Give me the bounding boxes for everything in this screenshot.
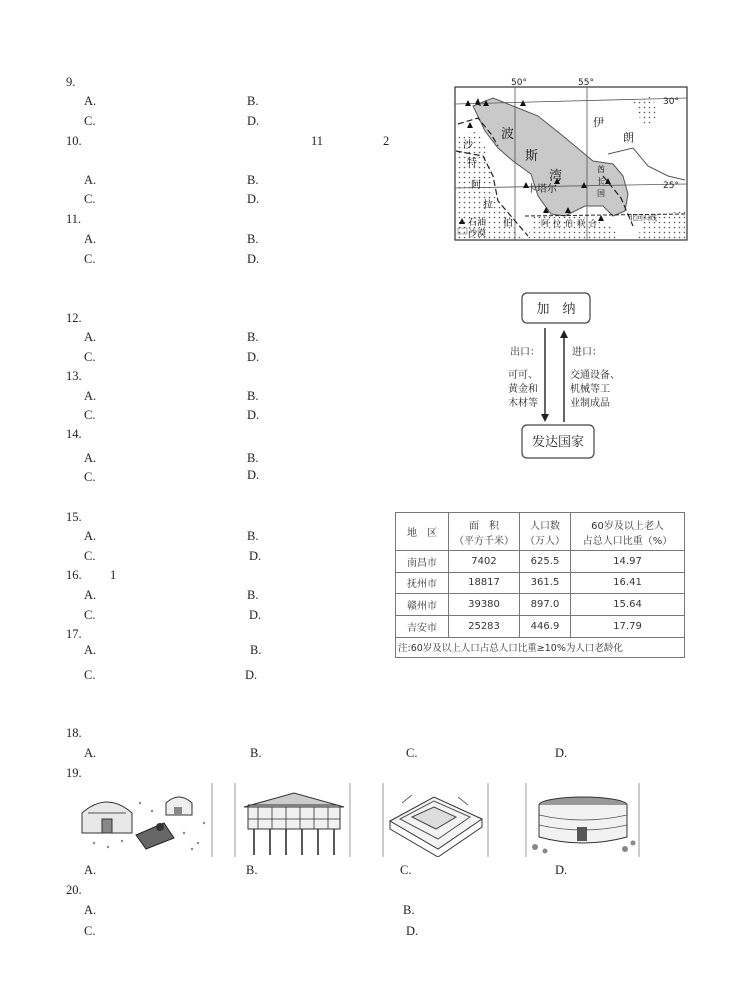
- svg-text:斯: 斯: [525, 149, 539, 164]
- lat-25-label: 25°: [663, 181, 679, 191]
- ghana-trade-diagram: [498, 288, 634, 464]
- q11-option-a[interactable]: A.: [84, 232, 97, 246]
- q11-number: 11.: [66, 212, 82, 226]
- q15-option-a[interactable]: A.: [84, 529, 97, 543]
- q17-option-d[interactable]: D.: [245, 668, 258, 682]
- table-row: 抚州市 18817 361.5 16.41: [396, 572, 685, 594]
- svg-text:交通设备、: 交通设备、: [570, 370, 620, 381]
- q15-option-b[interactable]: B.: [247, 529, 259, 543]
- lat-30-label: 30°: [663, 97, 679, 107]
- svg-text:阿: 阿: [471, 180, 481, 191]
- q10-option-d[interactable]: D.: [247, 192, 260, 206]
- q13-option-c[interactable]: C.: [84, 408, 96, 422]
- q11-option-d[interactable]: D.: [247, 252, 260, 266]
- yurt-illustration[interactable]: [74, 783, 214, 857]
- q13-option-d[interactable]: D.: [247, 408, 260, 422]
- q17-number: 17.: [66, 627, 82, 641]
- stilt-house-illustration[interactable]: [234, 783, 352, 857]
- svg-text:伯: 伯: [503, 218, 513, 229]
- svg-text:黄金和: 黄金和: [508, 384, 538, 395]
- q12-option-a[interactable]: A.: [84, 330, 97, 344]
- table-note: 注:60岁及以上人口占总人口比重≥10%为人口老龄化: [396, 637, 685, 657]
- svg-text:沙: 沙: [463, 140, 473, 151]
- qatar-label: 卡塔尔: [527, 184, 557, 195]
- svg-text:波: 波: [501, 127, 515, 142]
- courtyard-house-illustration[interactable]: [382, 783, 490, 857]
- header-area: 面 积 （平方千米）: [449, 513, 520, 551]
- q16-option-c[interactable]: C.: [84, 608, 96, 622]
- population-table: [395, 512, 685, 658]
- q9-number: 9.: [66, 75, 76, 89]
- svg-text:伯: 伯: [565, 219, 573, 228]
- q19-option-d[interactable]: D.: [555, 863, 568, 877]
- tulou-illustration[interactable]: [525, 783, 641, 857]
- q16-option-a[interactable]: A.: [84, 588, 97, 602]
- q18-number: 18.: [66, 726, 82, 740]
- developed-label: 发达国家: [531, 435, 585, 450]
- q15-option-d[interactable]: D.: [249, 549, 262, 563]
- q9-option-b[interactable]: B.: [247, 94, 259, 108]
- lon-50-label: 50°: [511, 78, 527, 88]
- q18-option-d[interactable]: D.: [555, 746, 568, 760]
- q17-option-b[interactable]: B.: [250, 643, 262, 657]
- q9-option-a[interactable]: A.: [84, 94, 97, 108]
- q19-option-a[interactable]: A.: [84, 863, 97, 877]
- q12-option-b[interactable]: B.: [247, 330, 259, 344]
- svg-text:拉: 拉: [483, 200, 493, 211]
- q11-option-b[interactable]: B.: [247, 232, 259, 246]
- q19-option-c[interactable]: C.: [400, 863, 412, 877]
- map-svg: [453, 76, 689, 242]
- svg-text:拉: 拉: [553, 219, 561, 228]
- legend-desert-icon: [458, 228, 467, 234]
- svg-text:国: 国: [597, 189, 605, 198]
- svg-text:合: 合: [589, 219, 597, 228]
- ghana-label: 加 纳: [536, 302, 576, 317]
- svg-text:可可、: 可可、: [508, 370, 538, 381]
- q10-option-b[interactable]: B.: [247, 173, 259, 187]
- q17-option-a[interactable]: A.: [84, 643, 97, 657]
- q13-number: 13.: [66, 369, 82, 383]
- svg-text:联: 联: [577, 219, 585, 228]
- q15-number: 15.: [66, 510, 82, 524]
- q12-number: 12.: [66, 311, 82, 325]
- q18-option-c[interactable]: C.: [406, 746, 418, 760]
- q14-number: 14.: [66, 427, 82, 441]
- population-table-grid: [395, 512, 685, 658]
- q16-text-1: 1: [110, 568, 117, 582]
- svg-text:机械等工: 机械等工: [570, 384, 610, 395]
- q10-option-a[interactable]: A.: [84, 173, 97, 187]
- tropic-label: 北回归线: [629, 214, 657, 222]
- legend-oil-label: 石油: [468, 218, 487, 228]
- q16-option-b[interactable]: B.: [247, 588, 259, 602]
- lon-55-label: 55°: [578, 78, 594, 88]
- q19-option-b[interactable]: B.: [246, 863, 258, 877]
- q10-option-c[interactable]: C.: [84, 192, 96, 206]
- table-row: 赣州市 39380 897.0 15.64: [396, 594, 685, 616]
- q18-option-a[interactable]: A.: [84, 746, 97, 760]
- q13-option-b[interactable]: B.: [247, 389, 259, 403]
- header-elderly-ratio: 60岁及以上老人 占总人口比重（%）: [571, 513, 685, 551]
- trade-diagram-svg: [498, 288, 634, 464]
- svg-text:湾: 湾: [549, 169, 563, 184]
- q12-option-c[interactable]: C.: [84, 350, 96, 364]
- header-population: 人口数 （万人）: [520, 513, 571, 551]
- legend-desert-label: 沙漠: [468, 229, 487, 239]
- header-region: 地 区: [396, 513, 449, 551]
- q16-number: 16.: [66, 568, 82, 582]
- q19-number: 19.: [66, 766, 82, 780]
- q10-text-2: 2: [383, 134, 390, 148]
- svg-text:阿: 阿: [541, 219, 549, 228]
- q20-option-a[interactable]: A.: [84, 903, 97, 917]
- q10-text-11: 11: [311, 134, 324, 148]
- q9-option-d[interactable]: D.: [247, 114, 260, 128]
- svg-text:特: 特: [467, 158, 477, 169]
- table-row: 南昌市 7402 625.5 14.97: [396, 551, 685, 573]
- q20-number: 20.: [66, 883, 82, 897]
- q20-option-b[interactable]: B.: [403, 903, 415, 917]
- q14-option-b[interactable]: B.: [247, 451, 259, 465]
- svg-text:木材等: 木材等: [508, 398, 538, 409]
- svg-text:伊: 伊: [593, 116, 604, 129]
- q14-option-d[interactable]: D.: [247, 468, 260, 482]
- svg-text:酋: 酋: [597, 165, 605, 174]
- q20-option-c[interactable]: C.: [84, 924, 96, 938]
- q14-option-a[interactable]: A.: [84, 451, 97, 465]
- q15-option-c[interactable]: C.: [84, 549, 96, 563]
- q10-number: 10.: [66, 134, 82, 148]
- persian-gulf-map: [453, 76, 689, 242]
- q9-option-c[interactable]: C.: [84, 114, 96, 128]
- svg-text:朗: 朗: [623, 131, 634, 144]
- q16-option-d[interactable]: D.: [249, 608, 262, 622]
- q11-option-c[interactable]: C.: [84, 252, 96, 266]
- q17-option-c[interactable]: C.: [84, 668, 96, 682]
- q12-option-d[interactable]: D.: [247, 350, 260, 364]
- q20-option-d[interactable]: D.: [406, 924, 419, 938]
- table-row: 吉安市 25283 446.9 17.79: [396, 615, 685, 637]
- q18-option-b[interactable]: B.: [250, 746, 262, 760]
- svg-text:业制成品: 业制成品: [570, 398, 610, 409]
- q13-option-a[interactable]: A.: [84, 389, 97, 403]
- svg-text:长: 长: [597, 177, 605, 186]
- q14-option-c[interactable]: C.: [84, 470, 96, 484]
- import-title: 进口：: [572, 347, 602, 358]
- export-title: 出口：: [510, 347, 540, 358]
